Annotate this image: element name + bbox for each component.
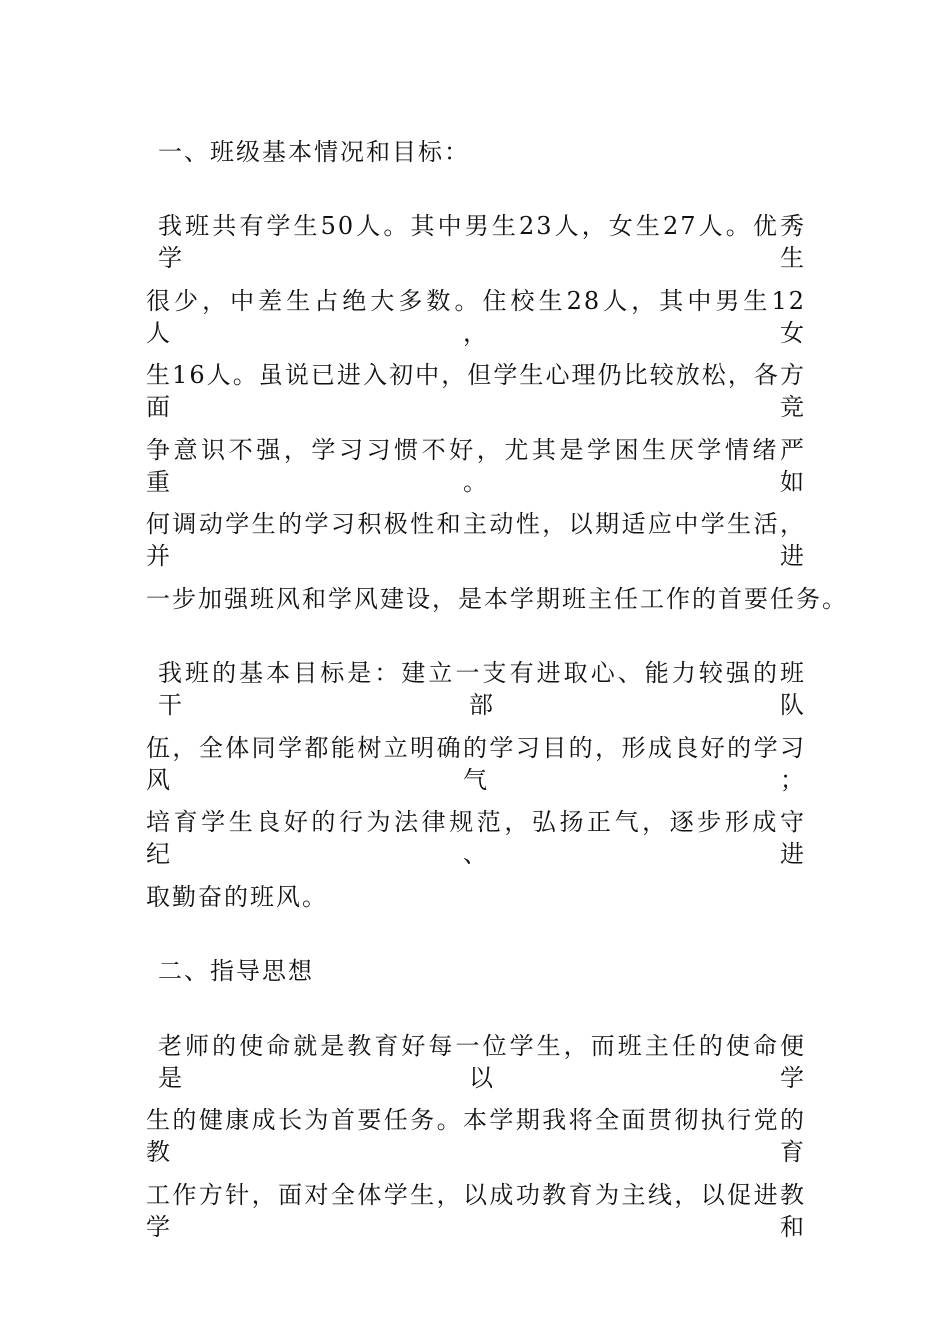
paragraph-line: 我班的基本目标是：建立一支有进取心、能力较强的班干部队 xyxy=(158,659,806,719)
paragraph-line: 老师的使命就是教育好每一位学生，而班主任的使命便是以学 xyxy=(158,1032,806,1092)
paragraph-line: 一步加强班风和学风建设，是本学期班主任工作的首要任务。 xyxy=(146,585,848,613)
paragraph-line: 何调动学生的学习积极性和主动性，以期适应中学生活，并进 xyxy=(146,510,806,570)
paragraph-line: 很少，中差生占绝大多数。住校生28人，其中男生12人，女 xyxy=(146,287,806,347)
paragraph-line: 培育学生良好的行为法律规范，弘扬正气，逐步形成守纪、进 xyxy=(146,808,806,868)
paragraph-line: 争意识不强，学习习惯不好，尤其是学困生厌学情绪严重。如 xyxy=(146,436,806,496)
paragraph-line: 生的健康成长为首要任务。本学期我将全面贯彻执行党的教育 xyxy=(146,1106,806,1166)
heading-section-2: 二、指导思想 xyxy=(158,957,314,985)
paragraph-line: 取勤奋的班风。 xyxy=(146,883,328,911)
paragraph-line: 我班共有学生50人。其中男生23人，女生27人。优秀学生 xyxy=(158,212,806,272)
paragraph-line: 工作方针，面对全体学生，以成功教育为主线，以促进教学和 xyxy=(146,1181,806,1241)
heading-section-1: 一、班级基本情况和目标： xyxy=(158,138,470,166)
paragraph-line: 伍，全体同学都能树立明确的学习目的，形成良好的学习风气； xyxy=(146,734,806,794)
paragraph-line: 生16人。虽说已进入初中，但学生心理仍比较放松，各方面竞 xyxy=(146,361,806,421)
